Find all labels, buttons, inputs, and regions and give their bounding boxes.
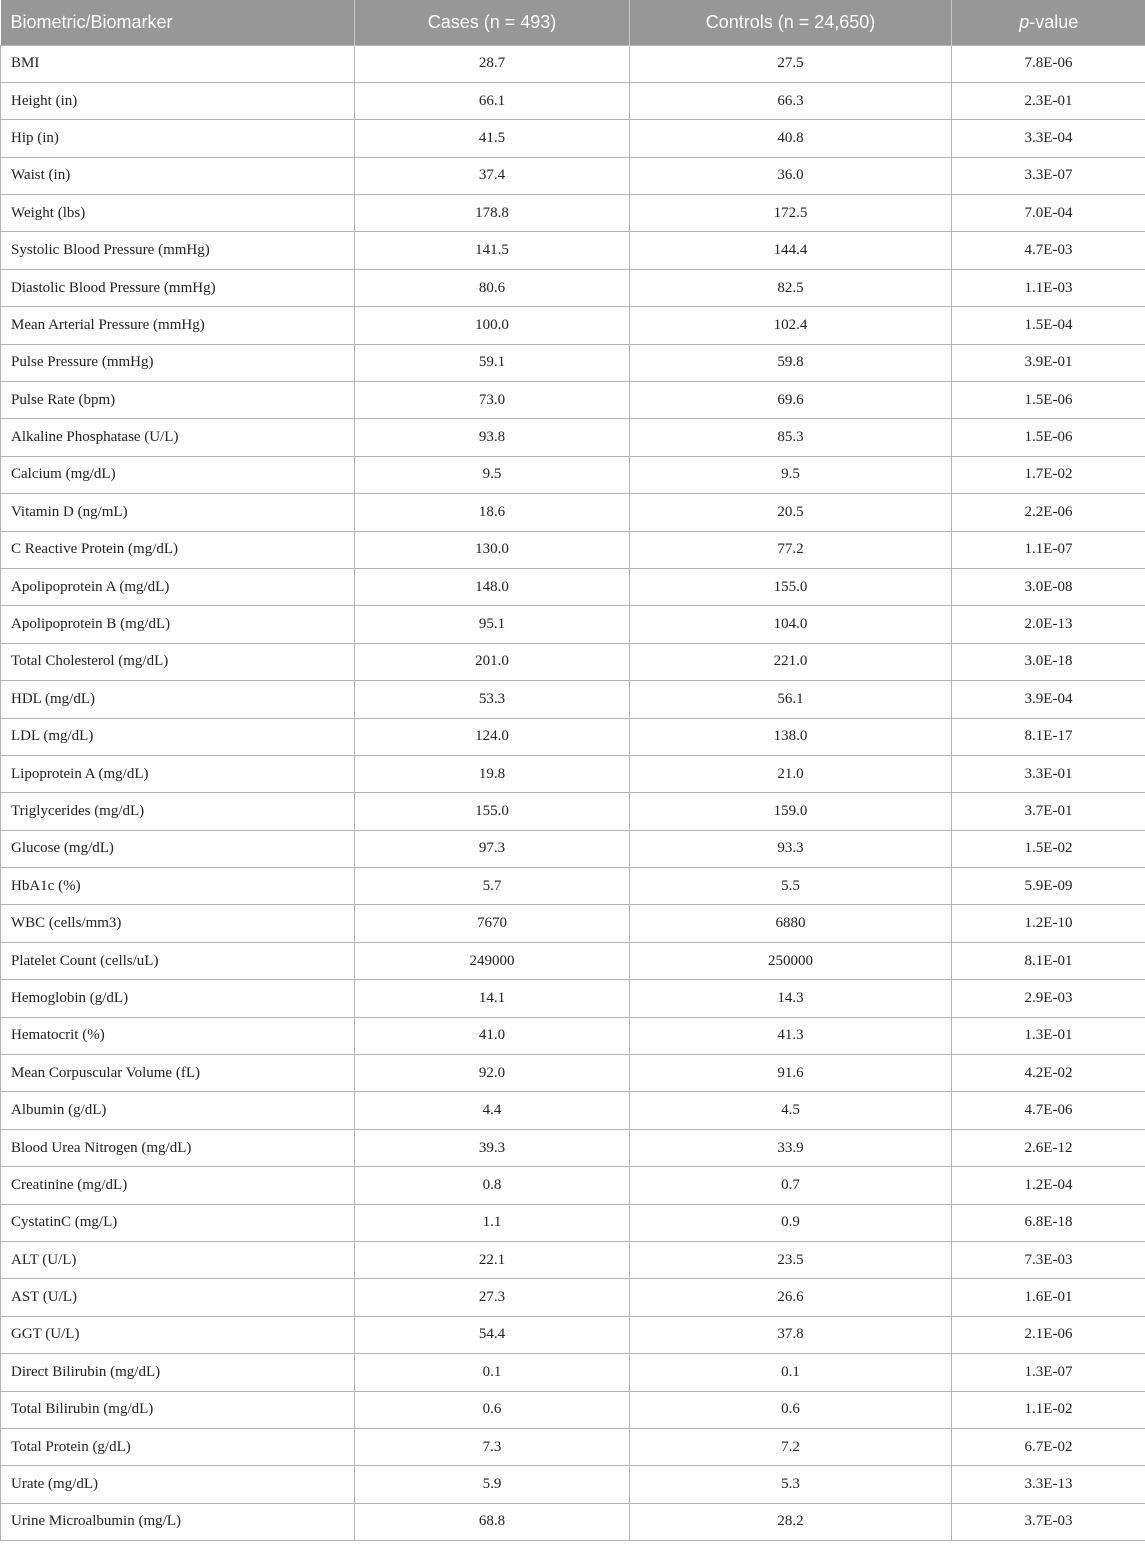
header-row	[1, 0, 1145, 45]
cases-cell: 7670	[355, 905, 630, 942]
biomarker-cell: Diastolic Blood Pressure (mmHg)	[1, 269, 355, 306]
controls-cell: 5.5	[630, 868, 952, 905]
controls-cell: 26.6	[630, 1279, 952, 1316]
p-value-cell: 1.5E-04	[952, 307, 1145, 344]
cases-cell: 39.3	[355, 1129, 630, 1166]
biomarker-cell: Hip (in)	[1, 120, 355, 157]
biomarker-cell: Hematocrit (%)	[1, 1017, 355, 1054]
controls-cell: 7.2	[630, 1428, 952, 1465]
header-cases: Cases (n = 493)	[355, 0, 630, 45]
biomarker-cell: Triglycerides (mg/dL)	[1, 793, 355, 830]
controls-cell: 221.0	[630, 643, 952, 680]
controls-cell: 93.3	[630, 830, 952, 867]
controls-cell: 5.3	[630, 1466, 952, 1503]
table-row	[1, 1428, 1145, 1465]
controls-cell: 27.5	[630, 45, 952, 82]
p-value-cell: 3.9E-01	[952, 344, 1145, 381]
table-row	[1, 793, 1145, 830]
p-value-cell: 1.1E-07	[952, 531, 1145, 568]
cases-cell: 5.7	[355, 868, 630, 905]
table-row	[1, 1242, 1145, 1279]
p-value-cell: 3.0E-18	[952, 643, 1145, 680]
controls-cell: 0.6	[630, 1391, 952, 1428]
controls-cell: 172.5	[630, 195, 952, 232]
cases-cell: 5.9	[355, 1466, 630, 1503]
cases-cell: 53.3	[355, 681, 630, 718]
controls-cell: 159.0	[630, 793, 952, 830]
biomarker-cell: Blood Urea Nitrogen (mg/dL)	[1, 1129, 355, 1166]
biomarker-cell: CystatinC (mg/L)	[1, 1204, 355, 1241]
table-row	[1, 1055, 1145, 1092]
biomarker-cell: Urate (mg/dL)	[1, 1466, 355, 1503]
biomarker-cell: Platelet Count (cells/uL)	[1, 942, 355, 979]
table-row	[1, 1466, 1145, 1503]
header-p-value	[952, 0, 1145, 45]
table-row	[1, 681, 1145, 718]
cases-cell: 41.5	[355, 120, 630, 157]
table-row	[1, 905, 1145, 942]
p-value-cell: 3.0E-08	[952, 568, 1145, 605]
controls-cell: 59.8	[630, 344, 952, 381]
biomarker-cell: Creatinine (mg/dL)	[1, 1167, 355, 1204]
biomarker-cell: BMI	[1, 45, 355, 82]
controls-cell: 21.0	[630, 755, 952, 792]
p-value-cell: 2.0E-13	[952, 606, 1145, 643]
cases-cell: 141.5	[355, 232, 630, 269]
p-value-cell: 2.1E-06	[952, 1316, 1145, 1353]
controls-cell: 37.8	[630, 1316, 952, 1353]
p-value-cell: 1.2E-04	[952, 1167, 1145, 1204]
table-row	[1, 830, 1145, 867]
cases-cell: 68.8	[355, 1503, 630, 1540]
p-value-cell: 1.1E-02	[952, 1391, 1145, 1428]
controls-cell: 56.1	[630, 681, 952, 718]
cases-cell: 54.4	[355, 1316, 630, 1353]
biomarker-cell: HDL (mg/dL)	[1, 681, 355, 718]
header-p-rest: -value	[1029, 11, 1079, 32]
biomarker-cell: Lipoprotein A (mg/dL)	[1, 755, 355, 792]
controls-cell: 28.2	[630, 1503, 952, 1540]
biomarker-cell: Alkaline Phosphatase (U/L)	[1, 419, 355, 456]
table-row	[1, 755, 1145, 792]
biomarker-cell: C Reactive Protein (mg/dL)	[1, 531, 355, 568]
table-row	[1, 456, 1145, 493]
p-value-cell: 8.1E-01	[952, 942, 1145, 979]
p-value-cell: 3.3E-01	[952, 755, 1145, 792]
p-value-cell: 2.9E-03	[952, 980, 1145, 1017]
cases-cell: 73.0	[355, 382, 630, 419]
header-p-italic: p	[1019, 11, 1030, 32]
header-controls: Controls (n = 24,650)	[630, 0, 952, 45]
p-value-cell: 7.0E-04	[952, 195, 1145, 232]
cases-cell: 9.5	[355, 456, 630, 493]
cases-cell: 22.1	[355, 1242, 630, 1279]
controls-cell: 23.5	[630, 1242, 952, 1279]
controls-cell: 14.3	[630, 980, 952, 1017]
table-row	[1, 1354, 1145, 1391]
biomarker-cell: ALT (U/L)	[1, 1242, 355, 1279]
p-value-cell: 2.3E-01	[952, 82, 1145, 119]
table-row	[1, 1204, 1145, 1241]
table-row	[1, 1167, 1145, 1204]
p-value-cell: 3.7E-03	[952, 1503, 1145, 1540]
biomarker-cell: Total Protein (g/dL)	[1, 1428, 355, 1465]
cases-cell: 130.0	[355, 531, 630, 568]
p-value-cell: 1.6E-01	[952, 1279, 1145, 1316]
controls-cell: 85.3	[630, 419, 952, 456]
controls-cell: 144.4	[630, 232, 952, 269]
p-value-cell: 3.3E-04	[952, 120, 1145, 157]
table-row	[1, 942, 1145, 979]
p-value-cell: 1.5E-02	[952, 830, 1145, 867]
p-value-cell: 5.9E-09	[952, 868, 1145, 905]
table-row	[1, 1129, 1145, 1166]
biomarker-cell: Systolic Blood Pressure (mmHg)	[1, 232, 355, 269]
cases-cell: 155.0	[355, 793, 630, 830]
table-row	[1, 606, 1145, 643]
cases-cell: 80.6	[355, 269, 630, 306]
controls-cell: 155.0	[630, 568, 952, 605]
table-row	[1, 494, 1145, 531]
controls-cell: 36.0	[630, 157, 952, 194]
table-row	[1, 868, 1145, 905]
controls-cell: 66.3	[630, 82, 952, 119]
biomarker-cell: Calcium (mg/dL)	[1, 456, 355, 493]
cases-cell: 27.3	[355, 1279, 630, 1316]
table-row	[1, 1316, 1145, 1353]
biomarker-cell: Waist (in)	[1, 157, 355, 194]
p-value-cell: 3.9E-04	[952, 681, 1145, 718]
table-row	[1, 1503, 1145, 1540]
controls-cell: 69.6	[630, 382, 952, 419]
cases-cell: 0.8	[355, 1167, 630, 1204]
cases-cell: 249000	[355, 942, 630, 979]
p-value-cell: 4.7E-06	[952, 1092, 1145, 1129]
controls-cell: 33.9	[630, 1129, 952, 1166]
table-row	[1, 269, 1145, 306]
controls-cell: 9.5	[630, 456, 952, 493]
cases-cell: 148.0	[355, 568, 630, 605]
biomarker-cell: Direct Bilirubin (mg/dL)	[1, 1354, 355, 1391]
biomarker-cell: Albumin (g/dL)	[1, 1092, 355, 1129]
cases-cell: 178.8	[355, 195, 630, 232]
biomarker-cell: Mean Arterial Pressure (mmHg)	[1, 307, 355, 344]
controls-cell: 40.8	[630, 120, 952, 157]
table-row	[1, 307, 1145, 344]
p-value-cell: 2.2E-06	[952, 494, 1145, 531]
biomarker-cell: Vitamin D (ng/mL)	[1, 494, 355, 531]
cases-cell: 18.6	[355, 494, 630, 531]
cases-cell: 0.1	[355, 1354, 630, 1391]
p-value-cell: 1.5E-06	[952, 419, 1145, 456]
table-row	[1, 82, 1145, 119]
controls-cell: 6880	[630, 905, 952, 942]
p-value-cell: 1.2E-10	[952, 905, 1145, 942]
cases-cell: 4.4	[355, 1092, 630, 1129]
p-value-cell: 1.7E-02	[952, 456, 1145, 493]
table-body	[1, 45, 1145, 1541]
p-value-cell: 1.3E-07	[952, 1354, 1145, 1391]
table-row	[1, 195, 1145, 232]
p-value-cell: 3.3E-07	[952, 157, 1145, 194]
p-value-cell: 6.8E-18	[952, 1204, 1145, 1241]
cases-cell: 93.8	[355, 419, 630, 456]
table-row	[1, 382, 1145, 419]
cases-cell: 19.8	[355, 755, 630, 792]
controls-cell: 0.7	[630, 1167, 952, 1204]
biomarker-cell: Apolipoprotein B (mg/dL)	[1, 606, 355, 643]
biomarker-cell: Pulse Rate (bpm)	[1, 382, 355, 419]
table-row	[1, 344, 1145, 381]
p-value-cell: 1.1E-03	[952, 269, 1145, 306]
p-value-cell: 6.7E-02	[952, 1428, 1145, 1465]
cases-cell: 0.6	[355, 1391, 630, 1428]
table-row	[1, 1017, 1145, 1054]
cases-cell: 97.3	[355, 830, 630, 867]
p-value-cell: 3.3E-13	[952, 1466, 1145, 1503]
controls-cell: 102.4	[630, 307, 952, 344]
biomarker-cell: Glucose (mg/dL)	[1, 830, 355, 867]
cases-cell: 59.1	[355, 344, 630, 381]
p-value-cell: 4.7E-03	[952, 232, 1145, 269]
controls-cell: 0.1	[630, 1354, 952, 1391]
table-row	[1, 419, 1145, 456]
controls-cell: 91.6	[630, 1055, 952, 1092]
cases-cell: 66.1	[355, 82, 630, 119]
table-row	[1, 531, 1145, 568]
biomarker-cell: LDL (mg/dL)	[1, 718, 355, 755]
biomarker-cell: WBC (cells/mm3)	[1, 905, 355, 942]
table-row	[1, 1391, 1145, 1428]
biomarker-cell: Total Bilirubin (mg/dL)	[1, 1391, 355, 1428]
biomarker-cell: Weight (lbs)	[1, 195, 355, 232]
p-value-cell: 2.6E-12	[952, 1129, 1145, 1166]
controls-cell: 0.9	[630, 1204, 952, 1241]
table-row	[1, 718, 1145, 755]
cases-cell: 28.7	[355, 45, 630, 82]
cases-cell: 201.0	[355, 643, 630, 680]
controls-cell: 138.0	[630, 718, 952, 755]
p-value-cell: 7.8E-06	[952, 45, 1145, 82]
cases-cell: 7.3	[355, 1428, 630, 1465]
biomarker-cell: GGT (U/L)	[1, 1316, 355, 1353]
table-row	[1, 643, 1145, 680]
table-row	[1, 980, 1145, 1017]
p-value-cell: 8.1E-17	[952, 718, 1145, 755]
cases-cell: 41.0	[355, 1017, 630, 1054]
table-row	[1, 1092, 1145, 1129]
p-value-cell: 7.3E-03	[952, 1242, 1145, 1279]
controls-cell: 41.3	[630, 1017, 952, 1054]
cases-cell: 14.1	[355, 980, 630, 1017]
controls-cell: 77.2	[630, 531, 952, 568]
cases-cell: 1.1	[355, 1204, 630, 1241]
p-value-cell: 1.3E-01	[952, 1017, 1145, 1054]
controls-cell: 4.5	[630, 1092, 952, 1129]
controls-cell: 250000	[630, 942, 952, 979]
table-row	[1, 45, 1145, 82]
cases-cell: 37.4	[355, 157, 630, 194]
p-value-cell: 3.7E-01	[952, 793, 1145, 830]
table-row	[1, 232, 1145, 269]
p-value-cell: 1.5E-06	[952, 382, 1145, 419]
biomarker-cell: HbA1c (%)	[1, 868, 355, 905]
header-biomarker: Biometric/Biomarker	[10, 11, 173, 32]
biomarker-cell: Total Cholesterol (mg/dL)	[1, 643, 355, 680]
biomarker-cell: AST (U/L)	[1, 1279, 355, 1316]
biomarker-cell: Urine Microalbumin (mg/L)	[1, 1503, 355, 1540]
controls-cell: 82.5	[630, 269, 952, 306]
biomarker-cell: Pulse Pressure (mmHg)	[1, 344, 355, 381]
controls-cell: 104.0	[630, 606, 952, 643]
cases-cell: 100.0	[355, 307, 630, 344]
table-row	[1, 157, 1145, 194]
cases-cell: 95.1	[355, 606, 630, 643]
table-header	[1, 0, 1145, 45]
p-value-cell: 4.2E-02	[952, 1055, 1145, 1092]
controls-cell: 20.5	[630, 494, 952, 531]
biomarker-cell: Mean Corpuscular Volume (fL)	[1, 1055, 355, 1092]
table-row	[1, 568, 1145, 605]
biomarker-cell: Hemoglobin (g/dL)	[1, 980, 355, 1017]
table-row	[1, 1279, 1145, 1316]
biomarker-cell: Apolipoprotein A (mg/dL)	[1, 568, 355, 605]
cases-cell: 124.0	[355, 718, 630, 755]
cases-cell: 92.0	[355, 1055, 630, 1092]
biomarker-cell: Height (in)	[1, 82, 355, 119]
table-row	[1, 120, 1145, 157]
